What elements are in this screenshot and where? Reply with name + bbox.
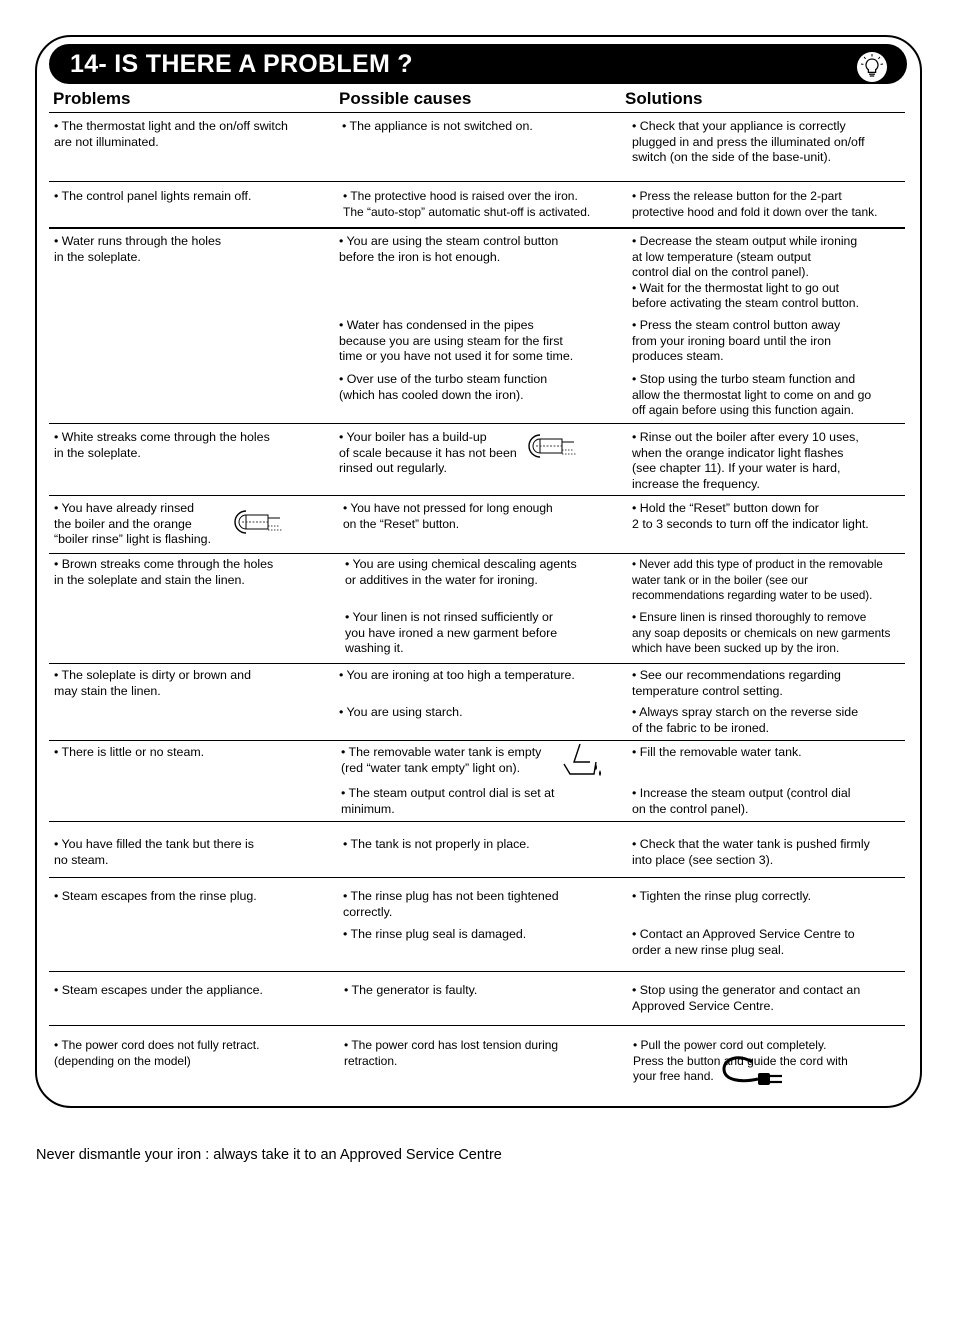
solution-cell: • Fill the removable water tank. [632, 745, 802, 759]
solution-cell: • See our recommendations regarding temperature control setting. [632, 668, 841, 698]
cause-cell: • You are using the steam control button before the iron is hot enough. [339, 234, 559, 264]
water-tank-empty-icon [560, 742, 604, 780]
header-divider [49, 112, 905, 113]
problem-cell: • You have already rinsed the boiler and the orange “boiler rinse” light is flashing. [54, 501, 212, 546]
cause-cell: • The generator is faulty. [344, 983, 478, 997]
footer-note: Never dismantle your iron : always take it to an Approved Service Centre [36, 1147, 502, 1163]
solution-cell: • Check that your appliance is correctly plugged in and press the illuminated on/off switch (on the side of the base-unit). [632, 119, 865, 164]
problem-cell: • The thermostat light and the on/off switch are not illuminated. [54, 119, 288, 149]
problem-cell: • Brown streaks come through the holes in the soleplate and stain the linen. [54, 557, 274, 587]
cause-cell: • Your boiler has a build-up of scale because it has not been rinsed out regularly. [339, 430, 517, 475]
cause-cell: • Over use of the turbo steam function (which has cooled down the iron). [339, 372, 548, 402]
solution-cell: • Stop using the generator and contact an Approved Service Centre. [632, 983, 861, 1013]
row-divider [49, 1025, 905, 1026]
cause-cell: • The steam output control dial is set at minimum. [341, 786, 555, 816]
row-divider [49, 227, 905, 229]
lightbulb-icon [854, 50, 890, 82]
problem-cell: • Steam escapes from the rinse plug. [54, 889, 257, 903]
solution-cell: • Always spray starch on the reverse side of the fabric to be ironed. [632, 705, 859, 735]
solution-cell: • Press the release button for the 2-part protective hood and fold it down over the tank. [632, 189, 878, 219]
row-divider [49, 740, 905, 741]
solution-cell: • Rinse out the boiler after every 10 uses, when the orange indicator light flashes (see chapter 11). If your water is hard, increase the frequency. [632, 430, 859, 491]
column-header-causes: Possible causes [339, 89, 472, 108]
solution-cell: • Tighten the rinse plug correctly. [632, 889, 812, 903]
column-header-problems: Problems [53, 89, 131, 108]
problem-cell: • Steam escapes under the appliance. [54, 983, 263, 997]
cause-cell: • The rinse plug has not been tightened correctly. [343, 889, 559, 919]
solution-cell: • Contact an Approved Service Centre to order a new rinse plug seal. [632, 927, 855, 957]
problem-cell: • White streaks come through the holes in the soleplate. [54, 430, 270, 460]
column-header-solutions: Solutions [625, 89, 703, 108]
solution-cell: • Stop using the turbo steam function and allow the thermostat light to come on and go off again before using this function again. [632, 372, 872, 417]
cause-cell: • The power cord has lost tension during retraction. [344, 1038, 559, 1068]
solution-cell: • Ensure linen is rinsed thoroughly to remove any soap deposits or chemicals on new garments which have been sucked up by the iron. [632, 610, 891, 655]
solution-cell: • Decrease the steam output while ironing at low temperature (steam output control dial on the control panel). • Wait for the thermostat light to go out before activating the steam control button. [632, 234, 859, 310]
solution-cell: • Never add this type of product in the removable water tank or in the boiler (see our recommendations regarding water to be used). [632, 558, 883, 602]
problem-cell: • Water runs through the holes in the soleplate. [54, 234, 222, 264]
row-divider [49, 971, 905, 972]
boiler-scale-icon [526, 431, 578, 461]
row-divider [49, 877, 905, 878]
problem-cell: • The control panel lights remain off. [54, 189, 252, 203]
problem-cell: • There is little or no steam. [54, 745, 205, 759]
row-divider [49, 495, 905, 496]
cause-cell: • You are using starch. [339, 705, 463, 719]
solution-cell: • Pull the power cord out completely. Press the button and guide the cord with your free hand. [633, 1038, 848, 1083]
solution-cell: • Hold the “Reset” button down for 2 to 3 seconds to turn off the indicator light. [632, 501, 869, 531]
cause-cell: • You are ironing at too high a temperature. [339, 668, 575, 682]
boiler-scale-icon [232, 507, 284, 537]
solution-cell: • Check that the water tank is pushed firmly into place (see section 3). [632, 837, 870, 867]
problem-cell: • You have filled the tank but there is no steam. [54, 837, 254, 867]
cause-cell: • The removable water tank is empty (red “water tank empty” light on). [341, 745, 542, 775]
cause-cell: • The protective hood is raised over the iron. The “auto-stop” automatic shut-off is activated. [343, 189, 591, 219]
problem-cell: • The soleplate is dirty or brown and may stain the linen. [54, 668, 251, 698]
power-cord-icon [722, 1052, 786, 1086]
cause-cell: • The appliance is not switched on. [342, 119, 533, 133]
cause-cell: • You are using chemical descaling agents or additives in the water for ironing. [345, 557, 577, 587]
row-divider [49, 423, 905, 424]
row-divider [49, 821, 905, 822]
page-title: 14- IS THERE A PROBLEM ? [70, 50, 413, 78]
row-divider [49, 553, 905, 554]
row-divider [49, 663, 905, 664]
cause-cell: • You have not pressed for long enough on the “Reset” button. [343, 501, 553, 531]
solution-cell: • Increase the steam output (control dial on the control panel). [632, 786, 851, 816]
solution-cell: • Press the steam control button away from your ironing board until the iron produces steam. [632, 318, 841, 363]
problem-cell: • The power cord does not fully retract. (depending on the model) [54, 1038, 260, 1068]
cause-cell: • Your linen is not rinsed sufficiently or you have ironed a new garment before washing it. [345, 610, 558, 655]
row-divider [49, 181, 905, 182]
cause-cell: • The rinse plug seal is damaged. [343, 927, 527, 941]
cause-cell: • Water has condensed in the pipes because you are using steam for the first time or you have not used it for some time. [339, 318, 574, 363]
cause-cell: • The tank is not properly in place. [343, 837, 530, 851]
